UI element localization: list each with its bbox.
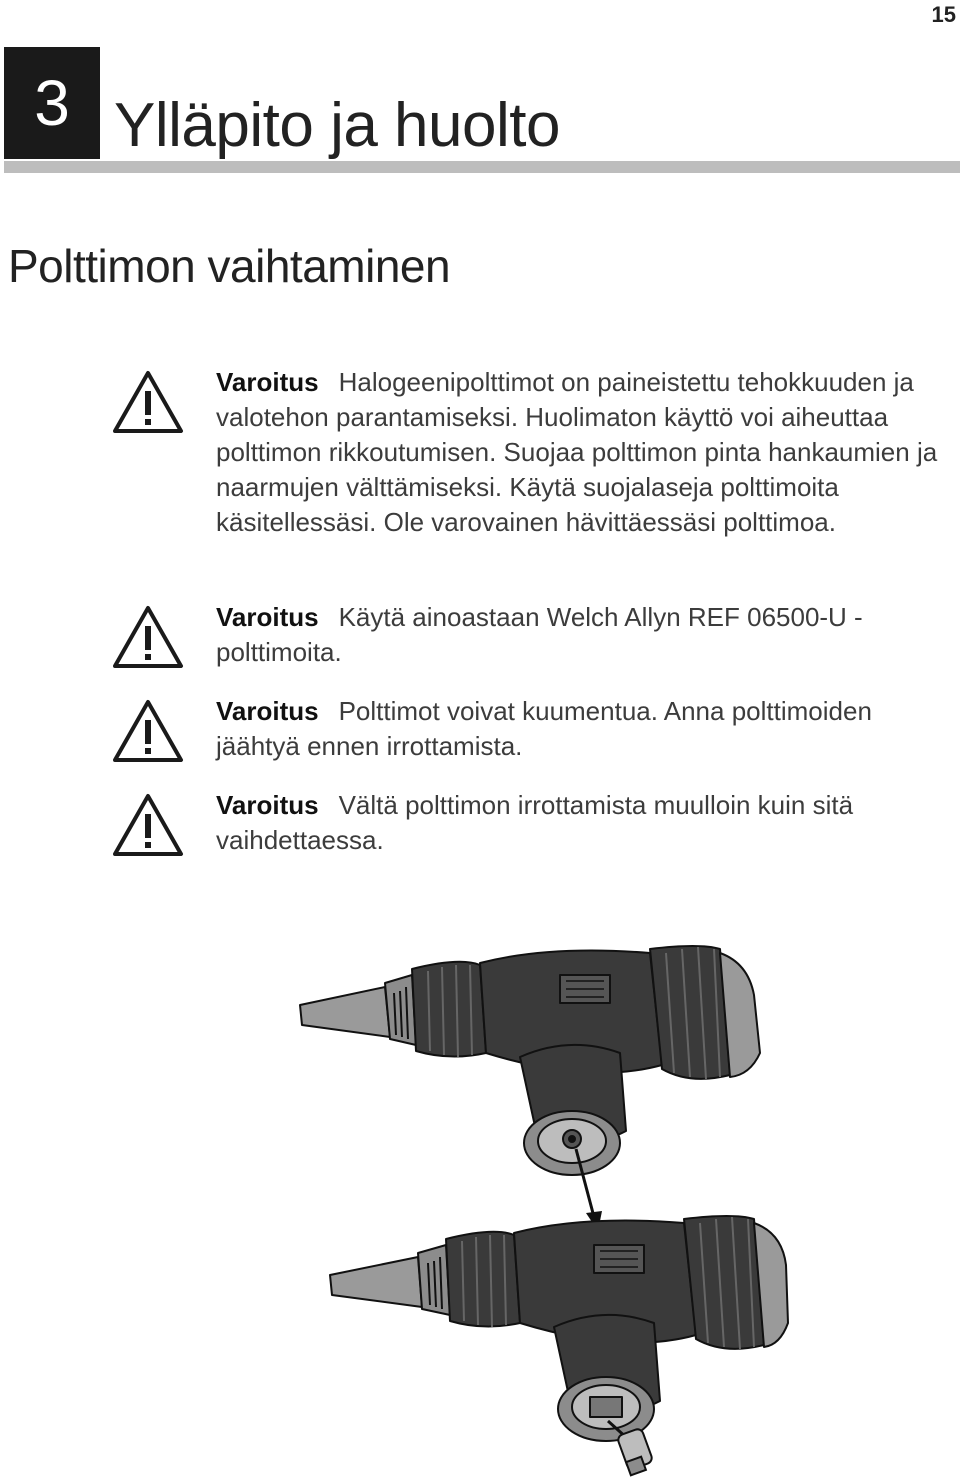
section-title: Polttimon vaihtaminen xyxy=(8,240,451,292)
warning-body: Vältä polttimon irrottamista muulloin kuin sitä vaihdettaessa. xyxy=(216,790,854,855)
warning-body: Halogeenipolttimot on paineistettu tehokkuuden ja valotehon parantamiseksi. Huolimaton käyttö voi aiheuttaa polttimon rikkoutumisen. Suojaa polttimon pinta hankaumien ja naarmujen välttämiseksi. Käytä suojalaseja polttimoita käsitellessäsi. Ole varovainen hävittäessäsi polttimoa. xyxy=(216,367,938,537)
warning-label: Varoitus xyxy=(216,602,319,632)
warning-text xyxy=(216,788,956,858)
warning-triangle-icon xyxy=(112,604,184,670)
warning-text xyxy=(216,600,956,670)
chapter-title: Ylläpito ja huolto xyxy=(114,91,560,160)
warning-label: Varoitus xyxy=(216,367,319,397)
warning-label: Varoitus xyxy=(216,790,319,820)
chapter-rule xyxy=(4,161,960,173)
otoscope-illustration xyxy=(290,935,790,1480)
warning-body: Polttimot voivat kuumentua. Anna polttimoiden jäähtyä ennen irrottamista. xyxy=(216,696,872,761)
warning-label: Varoitus xyxy=(216,696,319,726)
otoscope-head-top xyxy=(300,946,760,1175)
warning-triangle-icon xyxy=(112,792,184,858)
chapter-number-box: 3 xyxy=(4,47,100,159)
page-number: 15 xyxy=(931,2,956,27)
warning-body: Käytä ainoastaan Welch Allyn REF 06500-U -polttimoita. xyxy=(216,602,863,667)
warning-text xyxy=(216,694,956,764)
otoscope-head-bottom xyxy=(330,1216,788,1441)
warning-triangle-icon xyxy=(112,698,184,764)
warning-text xyxy=(216,365,956,540)
warning-triangle-icon xyxy=(112,369,184,435)
